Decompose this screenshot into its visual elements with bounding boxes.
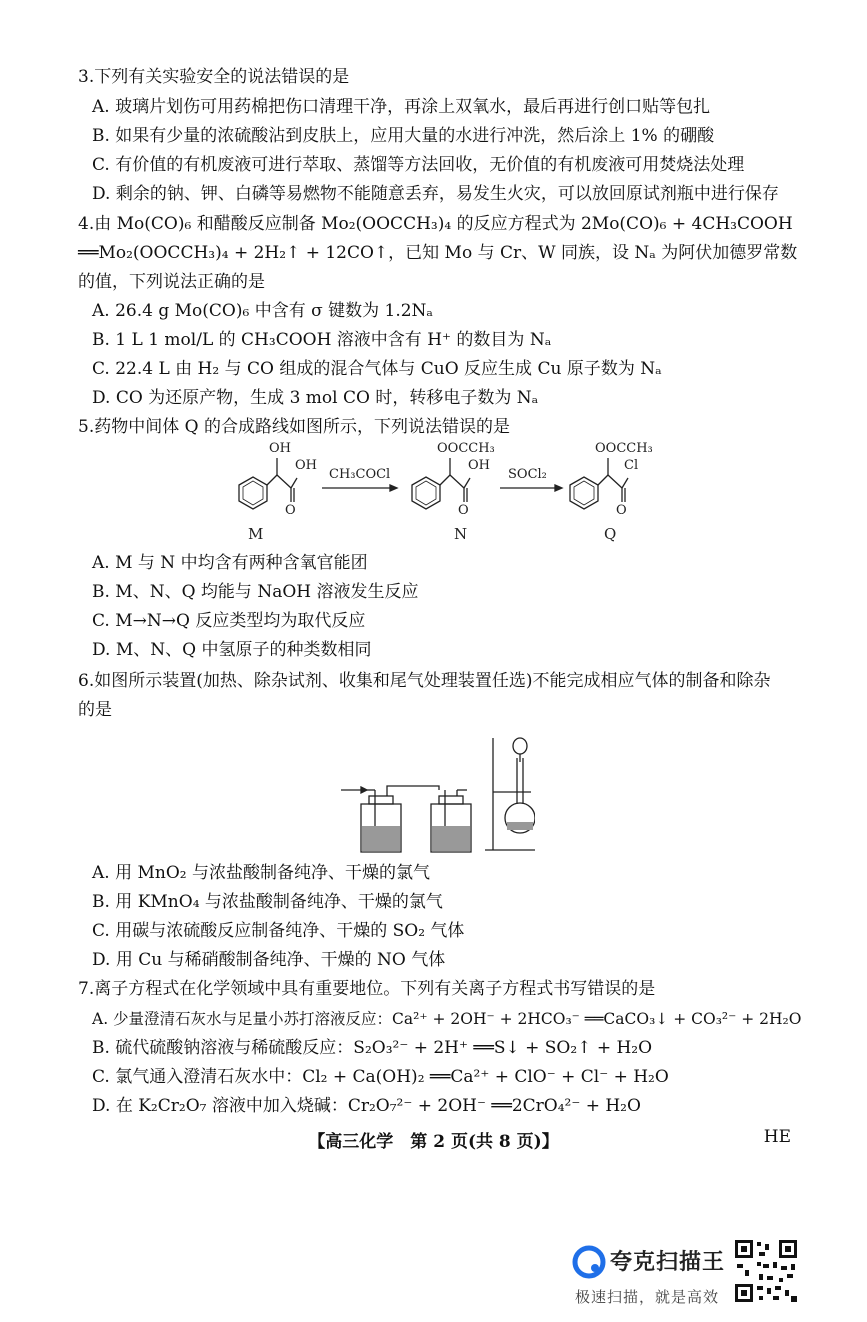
- q5-option-a: A. M 与 N 中均含有两种含氧官能团: [92, 553, 368, 573]
- m-oh-right: OH: [295, 458, 317, 473]
- q3-option-c: C. 有价值的有机废液可进行萃取、蒸馏等方法回收，无价值的有机废液可用焚烧法处理: [92, 155, 745, 175]
- q5-option-b: B. M、N、Q 均能与 NaOH 溶液发生反应: [92, 582, 419, 602]
- q6-option-b: B. 用 KMnO₄ 与浓盐酸制备纯净、干燥的氯气: [92, 892, 443, 912]
- q3-option-a: A. 玻璃片划伤可用药棉把伤口清理干净，再涂上双氧水，最后再进行创口贴等包扎: [92, 97, 711, 117]
- watermark-brand: 夸克扫描王: [610, 1250, 726, 1275]
- q7-option-b: B. 硫代硫酸钠溶液与稀硫酸反应：S₂O₃²⁻ + 2H⁺ ══S↓ + SO₂↑ + H₂O: [92, 1038, 653, 1058]
- q6-stem-line2: 的是: [78, 700, 112, 720]
- q3-option-d: D. 剩余的钠、钾、白磷等易燃物不能随意丢弃，易发生火灾，可以放回原试剂瓶中进行保存: [92, 184, 779, 204]
- q6-option-a: A. 用 MnO₂ 与浓盐酸制备纯净、干燥的氯气: [92, 863, 430, 883]
- n-oh-right: OH: [468, 458, 490, 473]
- label-m: M: [248, 525, 264, 543]
- q5-synthesis-scheme: [225, 440, 665, 550]
- q7-option-a: A. 少量澄清石灰水与足量小苏打溶液反应：Ca²⁺ + 2OH⁻ + 2HCO₃⁻ ══CaCO₃↓ + CO₃²⁻ + 2H₂O: [92, 1010, 802, 1028]
- q4-option-c: C. 22.4 L 由 H₂ 与 CO 组成的混合气体与 CuO 反应生成 Cu 原子数为 Nₐ: [92, 359, 662, 379]
- q4-option-b: B. 1 L 1 mol/L 的 CH₃COOH 溶液中含有 H⁺ 的数目为 Nₐ: [92, 330, 552, 350]
- reagent-socl2: SOCl₂: [508, 467, 547, 482]
- q7-stem: 7.离子方程式在化学领域中具有重要地位。下列有关离子方程式书写错误的是: [78, 979, 656, 999]
- page-footer: 【高三化学 第 2 页(共 8 页)】: [308, 1132, 559, 1152]
- m-oh-top: OH: [269, 441, 291, 456]
- q4-option-a: A. 26.4 g Mo(CO)₆ 中含有 σ 键数为 1.2Nₐ: [92, 301, 433, 321]
- q4-stem-line1: 4.由 Mo(CO)₆ 和醋酸反应制备 Mo₂(OOCCH₃)₄ 的反应方程式为 2Mo(CO)₆ + 4CH₃COOH: [78, 214, 793, 234]
- reagent-ch3cocl: CH₃COCl: [329, 467, 391, 482]
- q3-option-b: B. 如果有少量的浓硫酸沾到皮肤上，应用大量的水进行冲洗，然后涂上 1% 的硼酸: [92, 126, 715, 146]
- q-cl: Cl: [624, 458, 639, 473]
- q4-option-d: D. CO 为还原产物，生成 3 mol CO 时，转移电子数为 Nₐ: [92, 388, 539, 408]
- q7-option-d: D. 在 K₂Cr₂O₇ 溶液中加入烧碱：Cr₂O₇²⁻ + 2OH⁻ ══2CrO₄²⁻ + H₂O: [92, 1096, 641, 1116]
- q4-stem-line3: 的值，下列说法正确的是: [78, 272, 265, 292]
- n-ooccch3: OOCCH₃: [437, 441, 495, 456]
- q6-stem-line1: 6.如图所示装置(加热、除杂试剂、收集和尾气处理装置任选)不能完成相应气体的制备和除杂: [78, 671, 771, 691]
- m-carbonyl-o: O: [285, 503, 296, 518]
- label-q: Q: [604, 525, 617, 543]
- q6-option-c: C. 用碳与浓硫酸反应制备纯净、干燥的 SO₂ 气体: [92, 921, 465, 941]
- q4-stem-line2: ══Mo₂(OOCCH₃)₄ + 2H₂↑ + 12CO↑，已知 Mo 与 Cr、W 同族，设 Nₐ 为阿伏加德罗常数: [78, 243, 798, 263]
- q-carbonyl-o: O: [616, 503, 627, 518]
- q7-option-c: C. 氯气通入澄清石灰水中：Cl₂ + Ca(OH)₂ ══Ca²⁺ + ClO⁻ + Cl⁻ + H₂O: [92, 1067, 669, 1087]
- footer-code: HE: [763, 1127, 791, 1147]
- quark-logo-icon: [572, 1245, 606, 1279]
- q5-option-d: D. M、N、Q 中氢原子的种类数相同: [92, 640, 372, 660]
- q6-apparatus-figure: [335, 728, 535, 858]
- q-ooccch3: OOCCH₃: [595, 441, 653, 456]
- watermark-slogan: 极速扫描，就是高效: [575, 1288, 720, 1306]
- q6-option-d: D. 用 Cu 与稀硝酸制备纯净、干燥的 NO 气体: [92, 950, 446, 970]
- q5-option-c: C. M→N→Q 反应类型均为取代反应: [92, 611, 366, 631]
- q3-stem: 3.下列有关实验安全的说法错误的是: [78, 67, 350, 87]
- qr-code-icon: [733, 1238, 799, 1304]
- label-n: N: [454, 525, 468, 543]
- q5-stem: 5.药物中间体 Q 的合成路线如图所示，下列说法错误的是: [78, 417, 510, 437]
- n-carbonyl-o: O: [458, 503, 469, 518]
